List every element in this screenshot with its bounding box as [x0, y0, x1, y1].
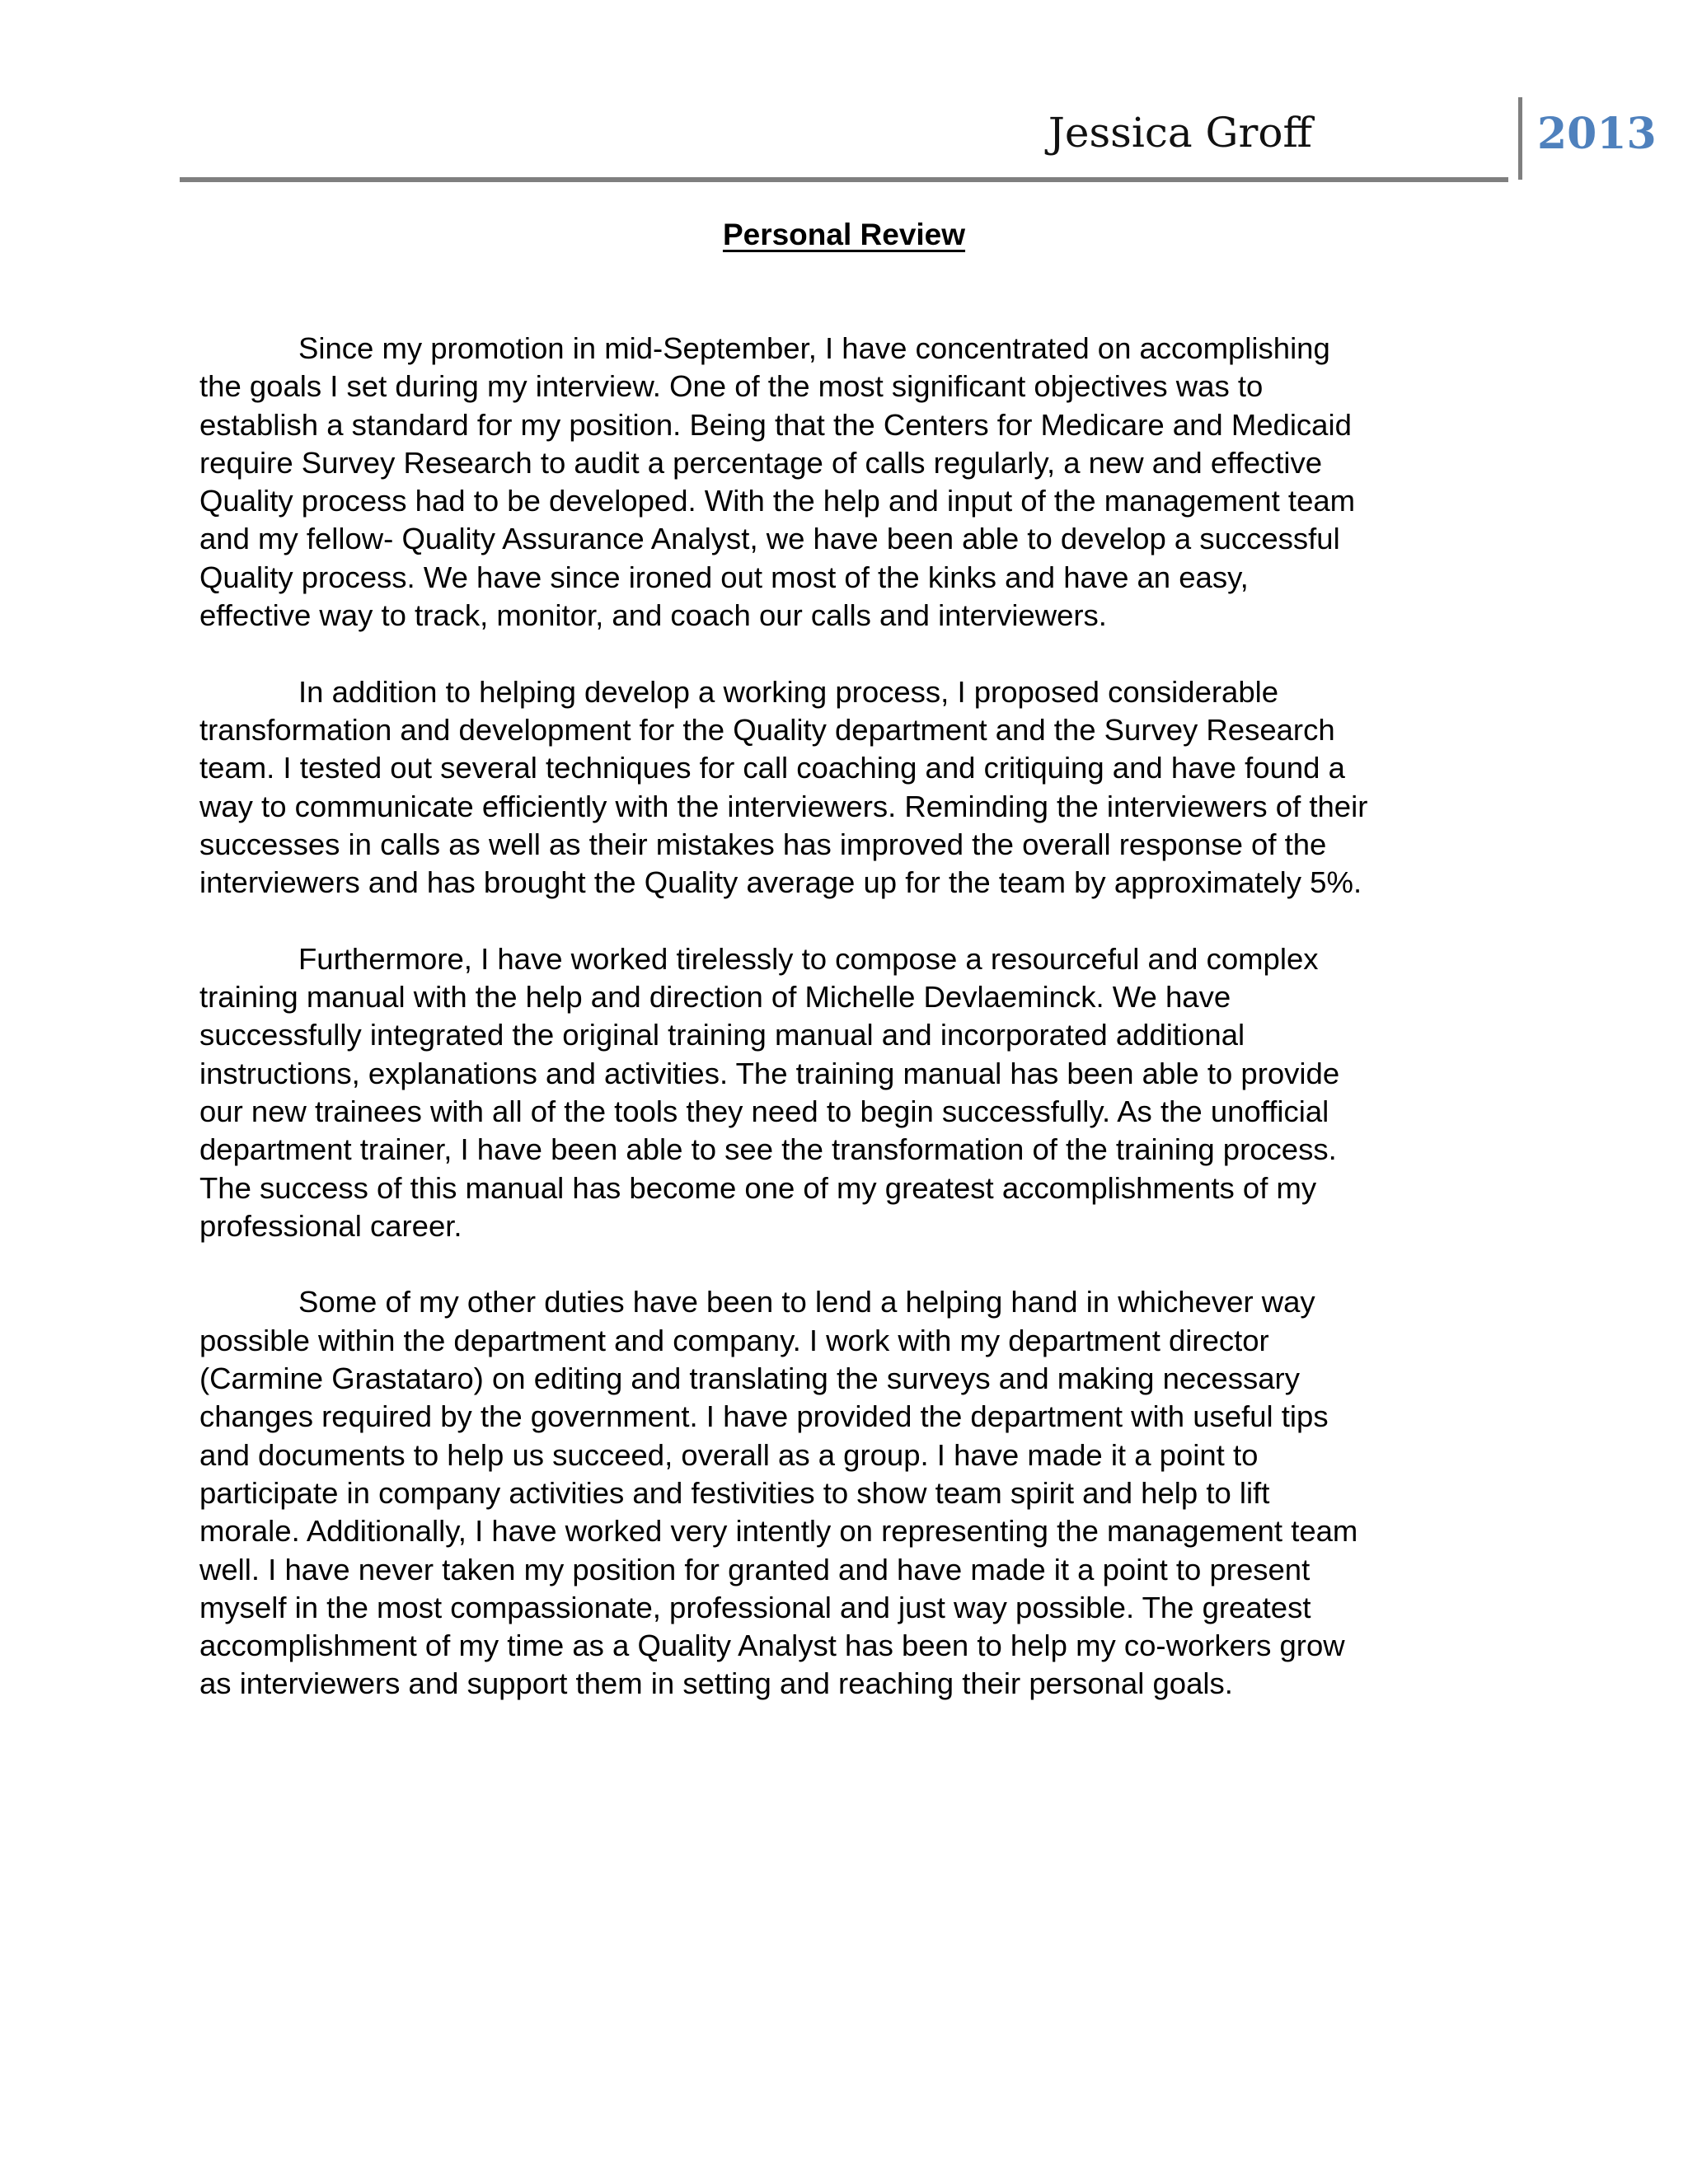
body-paragraph [199, 1283, 1502, 1703]
header-year: 2013 [1537, 109, 1657, 159]
paragraph-line: the goals I set during my interview. One of the most significant objectives was to [199, 369, 1264, 404]
page-header [180, 97, 1657, 188]
paragraph-line: department trainer, I have been able to see the transformation of the training process. [199, 1132, 1337, 1167]
paragraph-line: effective way to track, monitor, and coach our calls and interviewers. [199, 598, 1107, 633]
paragraph-line: myself in the most compassionate, professional and just way possible. The greatest [199, 1590, 1311, 1624]
paragraph-line: In addition to helping develop a working process, I proposed considerable [298, 674, 1279, 709]
paragraph-line: and documents to help us succeed, overall as a group. I have made it a point to [199, 1437, 1259, 1472]
paragraph-line: establish a standard for my position. Being that the Centers for Medicare and Medicaid [199, 407, 1352, 442]
header-divider [1518, 97, 1522, 180]
paragraph-line: Since my promotion in mid-September, I have concentrated on accomplishing [298, 331, 1330, 365]
paragraph-line: well. I have never taken my position for granted and have made it a point to present [199, 1552, 1311, 1586]
paragraph-line: instructions, explanations and activities. The training manual has been able to provide [199, 1056, 1340, 1090]
paragraph-line: way to communicate efficiently with the interviewers. Reminding the interviewers of their [199, 789, 1368, 823]
document-title-wrapper [0, 218, 1688, 252]
paragraph-line: successes in calls as well as their mistakes has improved the overall response of the [199, 827, 1327, 861]
paragraph-line: require Survey Research to audit a percentage of calls regularly, a new and effective [199, 445, 1323, 480]
paragraph-line: Furthermore, I have worked tirelessly to compose a resourceful and complex [298, 941, 1319, 976]
paragraph-line: changes required by the government. I have provided the department with useful tips [199, 1399, 1329, 1434]
body-paragraph [199, 673, 1502, 902]
header-author: Jessica Groff [1048, 109, 1312, 157]
paragraph-line: possible within the department and company. I work with my department director [199, 1323, 1269, 1357]
paragraph-line: team. I tested out several techniques for call coaching and critiquing and have found a [199, 751, 1345, 785]
body-paragraph [199, 330, 1502, 635]
paragraph-line: (Carmine Grastataro) on editing and translating the surveys and making necessary [199, 1361, 1300, 1396]
paragraph-line: training manual with the help and direction of Michelle Devlaeminck. We have [199, 980, 1231, 1015]
paragraph-line: professional career. [199, 1208, 462, 1243]
paragraph-line: The success of this manual has become one of my greatest accomplishments of my [199, 1170, 1317, 1205]
paragraph-line: Quality process. We have since ironed out most of the kinks and have an easy, [199, 560, 1249, 594]
paragraph-line: Some of my other duties have been to lend a helping hand in whichever way [298, 1285, 1315, 1319]
header-rule [180, 177, 1508, 182]
paragraph-line: as interviewers and support them in setting and reaching their personal goals. [199, 1666, 1233, 1701]
paragraph-line: participate in company activities and festivities to show team spirit and help to lift [199, 1475, 1270, 1510]
paragraph-line: transformation and development for the Quality department and the Survey Research [199, 712, 1335, 747]
paragraph-line: interviewers and has brought the Quality average up for the team by approximately 5%. [199, 865, 1362, 900]
paragraph-line: successfully integrated the original training manual and incorporated additional [199, 1018, 1245, 1052]
paragraph-line: Quality process had to be developed. With the help and input of the management team [199, 484, 1356, 518]
paragraph-line: morale. Additionally, I have worked very intently on representing the management team [199, 1514, 1358, 1549]
paragraph-line: our new trainees with all of the tools they need to begin successfully. As the unofficial [199, 1094, 1329, 1128]
paragraph-line: accomplishment of my time as a Quality Analyst has been to help my co-workers grow [199, 1629, 1345, 1663]
document-title: Personal Review [722, 218, 966, 251]
body-paragraph [199, 940, 1502, 1245]
document-body [199, 330, 1502, 1741]
paragraph-line: and my fellow- Quality Assurance Analyst, we have been able to develop a successful [199, 522, 1340, 556]
